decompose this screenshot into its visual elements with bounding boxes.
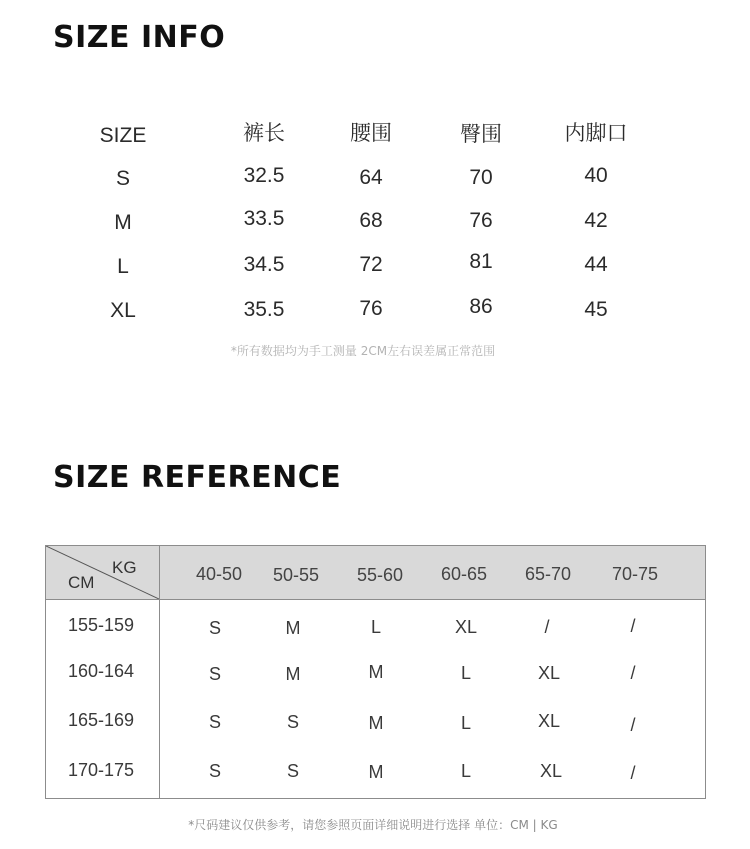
size-cell: M bbox=[368, 662, 384, 682]
info-cell: 45 bbox=[584, 298, 608, 321]
weight-header: 40-50 bbox=[195, 564, 243, 584]
info-cell: M bbox=[114, 211, 132, 234]
info-cell: 76 bbox=[469, 209, 493, 232]
size-advice-note: *尺码建议仅供参考，请您参照页面详细说明进行选择 单位：CM | KG bbox=[188, 818, 558, 832]
info-header-hem: 内脚口 bbox=[564, 122, 628, 145]
size-cell: / bbox=[630, 763, 636, 783]
size-cell: / bbox=[630, 715, 636, 735]
size-cell: XL bbox=[537, 711, 561, 731]
corner-label-kg: KG bbox=[112, 558, 137, 577]
info-cell: 70 bbox=[469, 166, 493, 189]
info-cell: 40 bbox=[584, 164, 608, 187]
size-cell: / bbox=[630, 616, 636, 636]
info-header-length: 裤长 bbox=[243, 122, 285, 145]
size-cell: L bbox=[460, 663, 471, 683]
info-cell: 86 bbox=[469, 295, 493, 318]
corner-label-cm: CM bbox=[68, 573, 95, 592]
info-cell: XL bbox=[110, 299, 136, 322]
weight-header: 65-70 bbox=[524, 564, 572, 584]
size-cell: M bbox=[368, 713, 384, 733]
weight-header: 60-65 bbox=[440, 564, 488, 584]
size-cell: S bbox=[208, 761, 221, 781]
size-cell: S bbox=[208, 664, 221, 684]
size-cell: / bbox=[630, 663, 636, 683]
size-cell: L bbox=[370, 617, 381, 637]
corner-header-cell bbox=[46, 546, 159, 599]
size-reference-heading: SIZE REFERENCE bbox=[53, 460, 342, 495]
info-header-size: SIZE bbox=[99, 124, 147, 147]
info-header-waist: 腰围 bbox=[350, 122, 392, 145]
size-cell: L bbox=[460, 713, 471, 733]
height-label: 165-169 bbox=[67, 710, 135, 730]
info-cell: 32.5 bbox=[243, 164, 285, 187]
info-cell: 34.5 bbox=[243, 253, 285, 276]
weight-header: 55-60 bbox=[356, 565, 404, 585]
size-cell: S bbox=[208, 712, 221, 732]
info-cell: 44 bbox=[584, 253, 608, 276]
info-header-hip: 臀围 bbox=[460, 123, 502, 146]
info-cell: S bbox=[115, 167, 130, 190]
size-cell: M bbox=[368, 762, 384, 782]
info-cell: 42 bbox=[584, 209, 608, 232]
info-cell: 64 bbox=[359, 166, 383, 189]
size-cell: M bbox=[285, 664, 301, 684]
size-cell: S bbox=[208, 618, 221, 638]
measurement-note: *所有数据均为手工测量 2CM左右误差属正常范围 bbox=[230, 344, 496, 358]
height-label: 170-175 bbox=[67, 760, 135, 780]
weight-header: 70-75 bbox=[611, 564, 659, 584]
info-cell: 33.5 bbox=[243, 207, 285, 230]
size-cell: L bbox=[460, 761, 471, 781]
size-cell: M bbox=[285, 618, 301, 638]
size-cell: XL bbox=[454, 617, 478, 637]
column-divider bbox=[159, 546, 160, 798]
info-cell: 68 bbox=[359, 209, 383, 232]
info-cell: 76 bbox=[359, 297, 383, 320]
info-cell: 81 bbox=[469, 250, 493, 273]
weight-header: 50-55 bbox=[272, 565, 320, 585]
size-cell: S bbox=[286, 712, 299, 732]
size-info-heading: SIZE INFO bbox=[53, 20, 226, 55]
height-label: 155-159 bbox=[67, 615, 135, 635]
size-cell: / bbox=[544, 617, 550, 637]
size-cell: XL bbox=[539, 761, 563, 781]
info-cell: 35.5 bbox=[243, 298, 285, 321]
diagonal-divider bbox=[46, 546, 159, 599]
height-label: 160-164 bbox=[67, 661, 135, 681]
size-cell: XL bbox=[537, 663, 561, 683]
info-cell: L bbox=[117, 255, 129, 278]
info-cell: 72 bbox=[359, 253, 383, 276]
size-cell: S bbox=[286, 761, 299, 781]
size-reference-table bbox=[45, 545, 706, 799]
